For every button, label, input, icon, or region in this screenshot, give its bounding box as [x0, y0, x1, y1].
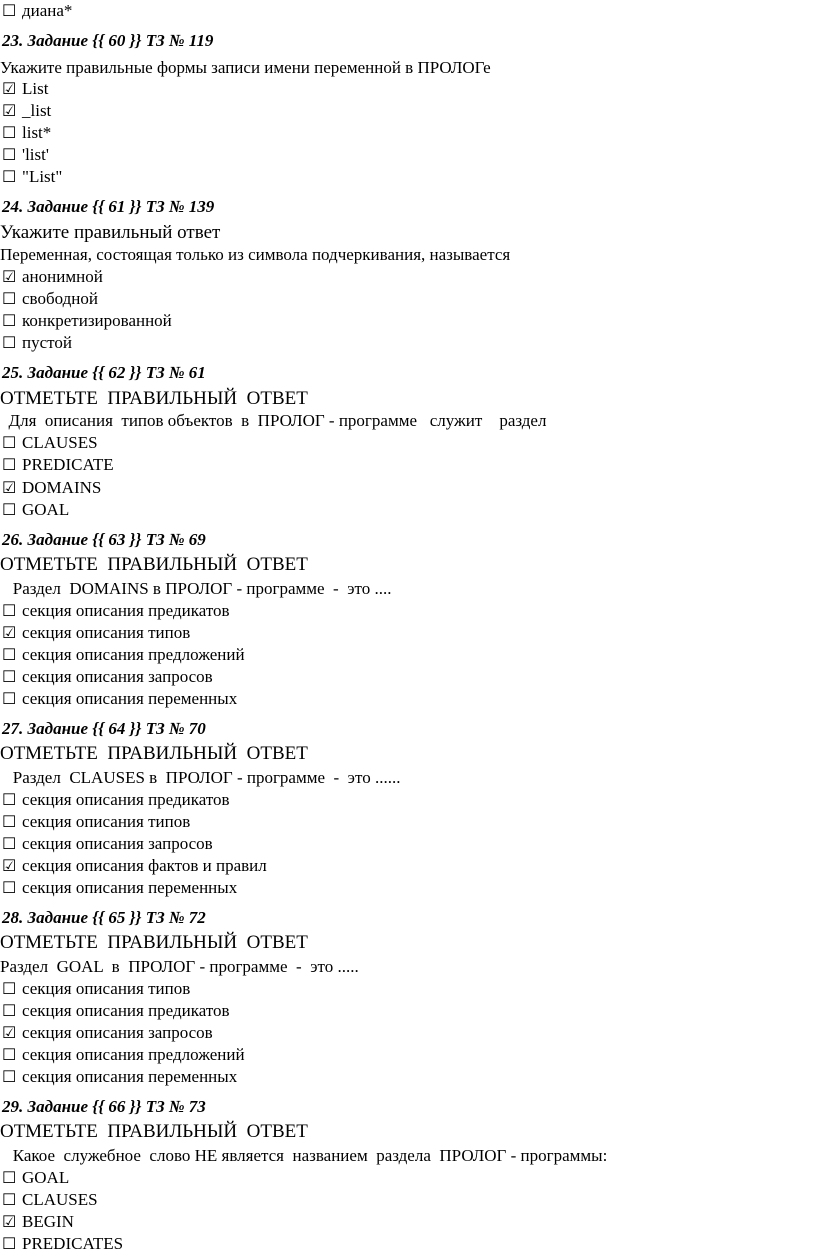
- answer-option: [2, 310, 172, 332]
- unchecked-box-icon: ☐: [2, 3, 17, 20]
- task-title: 24. Задание {{ 61 }} ТЗ № 139: [2, 197, 215, 216]
- answer-option: [2, 266, 103, 288]
- question-text: Раздел DOMAINS в ПРОЛОГ - программе - это ....: [0, 579, 392, 598]
- answer-option-text: секция описания типов: [22, 623, 191, 642]
- instruction-heading: ОТМЕТЬТЕ ПРАВИЛЬНЫЙ ОТВЕТ: [0, 554, 308, 575]
- answer-option: [2, 1000, 230, 1022]
- answer-option-text: анонимной: [22, 267, 103, 286]
- answer-option: [2, 454, 114, 476]
- instruction-text: Укажите правильный ответ: [0, 222, 221, 243]
- answer-option-text: секция описания типов: [22, 979, 191, 998]
- answer-option-text: PREDICATE: [22, 455, 114, 474]
- answer-option-text: секция описания переменных: [22, 878, 238, 897]
- question-text: Укажите правильные формы записи имени переменной в ПРОЛОГе: [0, 58, 491, 77]
- unchecked-box-icon: ☐: [2, 1192, 17, 1209]
- answer-option-text: _list: [22, 101, 52, 120]
- answer-option-text: конкретизированной: [22, 311, 172, 330]
- checked-box-icon: ☑: [2, 858, 17, 875]
- answer-option: [2, 622, 190, 644]
- checked-box-icon: ☑: [2, 1214, 17, 1231]
- unchecked-box-icon: ☐: [2, 669, 17, 686]
- answer-option: [2, 789, 230, 811]
- answer-option: [2, 1189, 98, 1211]
- answer-option-text: диана*: [22, 1, 73, 20]
- task-title: 27. Задание {{ 64 }} ТЗ № 70: [2, 719, 206, 738]
- answer-option-text: пустой: [22, 333, 72, 352]
- answer-option-text: list*: [22, 123, 52, 142]
- unchecked-box-icon: ☐: [2, 313, 17, 330]
- unchecked-box-icon: ☐: [2, 1069, 17, 1086]
- unchecked-box-icon: ☐: [2, 502, 17, 519]
- question-text: Для описания типов объектов в ПРОЛОГ - программе служит раздел: [0, 411, 547, 430]
- answer-option-text: секция описания предикатов: [22, 601, 230, 620]
- answer-option: [2, 1044, 245, 1066]
- answer-option: [2, 855, 267, 877]
- answer-option-text: CLAUSES: [22, 433, 98, 452]
- answer-option: [2, 811, 190, 833]
- unchecked-box-icon: ☐: [2, 1047, 17, 1064]
- unchecked-box-icon: ☐: [2, 457, 17, 474]
- unchecked-box-icon: ☐: [2, 981, 17, 998]
- answer-option: [2, 144, 49, 166]
- answer-option-text: секция описания предложений: [22, 1045, 245, 1064]
- unchecked-box-icon: ☐: [2, 1170, 17, 1187]
- answer-option-text: секция описания запросов: [22, 667, 213, 686]
- unchecked-box-icon: ☐: [2, 169, 17, 186]
- answer-option-text: секция описания запросов: [22, 1023, 213, 1042]
- answer-option: [2, 499, 69, 521]
- task-title: 26. Задание {{ 63 }} ТЗ № 69: [2, 530, 206, 549]
- unchecked-box-icon: ☐: [2, 147, 17, 164]
- unchecked-box-icon: ☐: [2, 647, 17, 664]
- checked-box-icon: ☑: [2, 103, 17, 120]
- answer-option-text: "List": [22, 167, 63, 186]
- answer-option-text: секция описания предикатов: [22, 1001, 230, 1020]
- answer-option: [2, 688, 237, 710]
- question-text: Какое служебное слово НЕ является названием раздела ПРОЛОГ - программы:: [0, 1146, 608, 1165]
- answer-option: [2, 978, 190, 1000]
- answer-option: [2, 288, 98, 310]
- instruction-heading: ОТМЕТЬТЕ ПРАВИЛЬНЫЙ ОТВЕТ: [0, 743, 308, 764]
- answer-option-text: BEGIN: [22, 1212, 74, 1231]
- instruction-heading: ОТМЕТЬТЕ ПРАВИЛЬНЫЙ ОТВЕТ: [0, 932, 308, 953]
- answer-option-text: List: [22, 79, 49, 98]
- answer-option: [2, 332, 72, 354]
- answer-option: [2, 477, 101, 499]
- checked-box-icon: ☑: [2, 81, 17, 98]
- task-title: 29. Задание {{ 66 }} ТЗ № 73: [2, 1097, 206, 1116]
- question-text: Переменная, состоящая только из символа подчеркивания, называется: [0, 245, 511, 264]
- answer-option-text: GOAL: [22, 1168, 70, 1187]
- checked-box-icon: ☑: [2, 1025, 17, 1042]
- unchecked-box-icon: ☐: [2, 125, 17, 142]
- answer-option-text: секция описания фактов и правил: [22, 856, 267, 875]
- answer-option: [2, 600, 230, 622]
- answer-option: [2, 122, 51, 144]
- answer-option: [2, 833, 213, 855]
- answer-option: [2, 1066, 237, 1088]
- answer-option: [2, 666, 213, 688]
- unchecked-box-icon: ☐: [2, 880, 17, 897]
- answer-option-text: секция описания переменных: [22, 689, 238, 708]
- unchecked-box-icon: ☐: [2, 691, 17, 708]
- answer-option-text: свободной: [22, 289, 98, 308]
- unchecked-box-icon: ☐: [2, 291, 17, 308]
- unchecked-box-icon: ☐: [2, 603, 17, 620]
- question-text: Раздел GOAL в ПРОЛОГ - программе - это .....: [0, 957, 359, 976]
- answer-option: [2, 166, 62, 188]
- task-title: 28. Задание {{ 65 }} ТЗ № 72: [2, 908, 206, 927]
- answer-option-text: PREDICATES: [22, 1234, 124, 1253]
- unchecked-box-icon: ☐: [2, 1236, 17, 1253]
- answer-option-text: GOAL: [22, 500, 70, 519]
- answer-option: [2, 432, 98, 454]
- answer-option: [2, 0, 72, 22]
- answer-option-text: DOMAINS: [22, 478, 102, 497]
- instruction-heading: ОТМЕТЬТЕ ПРАВИЛЬНЫЙ ОТВЕТ: [0, 388, 308, 409]
- answer-option: [2, 1022, 213, 1044]
- answer-option-text: CLAUSES: [22, 1190, 98, 1209]
- unchecked-box-icon: ☐: [2, 1003, 17, 1020]
- question-text: Раздел CLAUSES в ПРОЛОГ - программе - это ......: [0, 768, 401, 787]
- answer-option-text: 'list': [22, 145, 49, 164]
- unchecked-box-icon: ☐: [2, 435, 17, 452]
- checked-box-icon: ☑: [2, 480, 17, 497]
- task-title: 23. Задание {{ 60 }} ТЗ № 119: [2, 31, 214, 50]
- unchecked-box-icon: ☐: [2, 792, 17, 809]
- answer-option-text: секция описания предикатов: [22, 790, 230, 809]
- answer-option-text: секция описания предложений: [22, 645, 245, 664]
- answer-option: [2, 100, 51, 122]
- answer-option: [2, 1167, 69, 1189]
- task-title: 25. Задание {{ 62 }} ТЗ № 61: [2, 363, 206, 382]
- answer-option-text: секция описания запросов: [22, 834, 213, 853]
- answer-option-text: секция описания типов: [22, 812, 191, 831]
- checked-box-icon: ☑: [2, 269, 17, 286]
- answer-option: [2, 1211, 74, 1233]
- checked-box-icon: ☑: [2, 625, 17, 642]
- answer-option: [2, 78, 48, 100]
- answer-option: [2, 1233, 123, 1255]
- answer-option-text: секция описания переменных: [22, 1067, 238, 1086]
- answer-option: [2, 644, 245, 666]
- unchecked-box-icon: ☐: [2, 335, 17, 352]
- unchecked-box-icon: ☐: [2, 836, 17, 853]
- unchecked-box-icon: ☐: [2, 814, 17, 831]
- answer-option: [2, 877, 237, 899]
- instruction-heading: ОТМЕТЬТЕ ПРАВИЛЬНЫЙ ОТВЕТ: [0, 1121, 308, 1142]
